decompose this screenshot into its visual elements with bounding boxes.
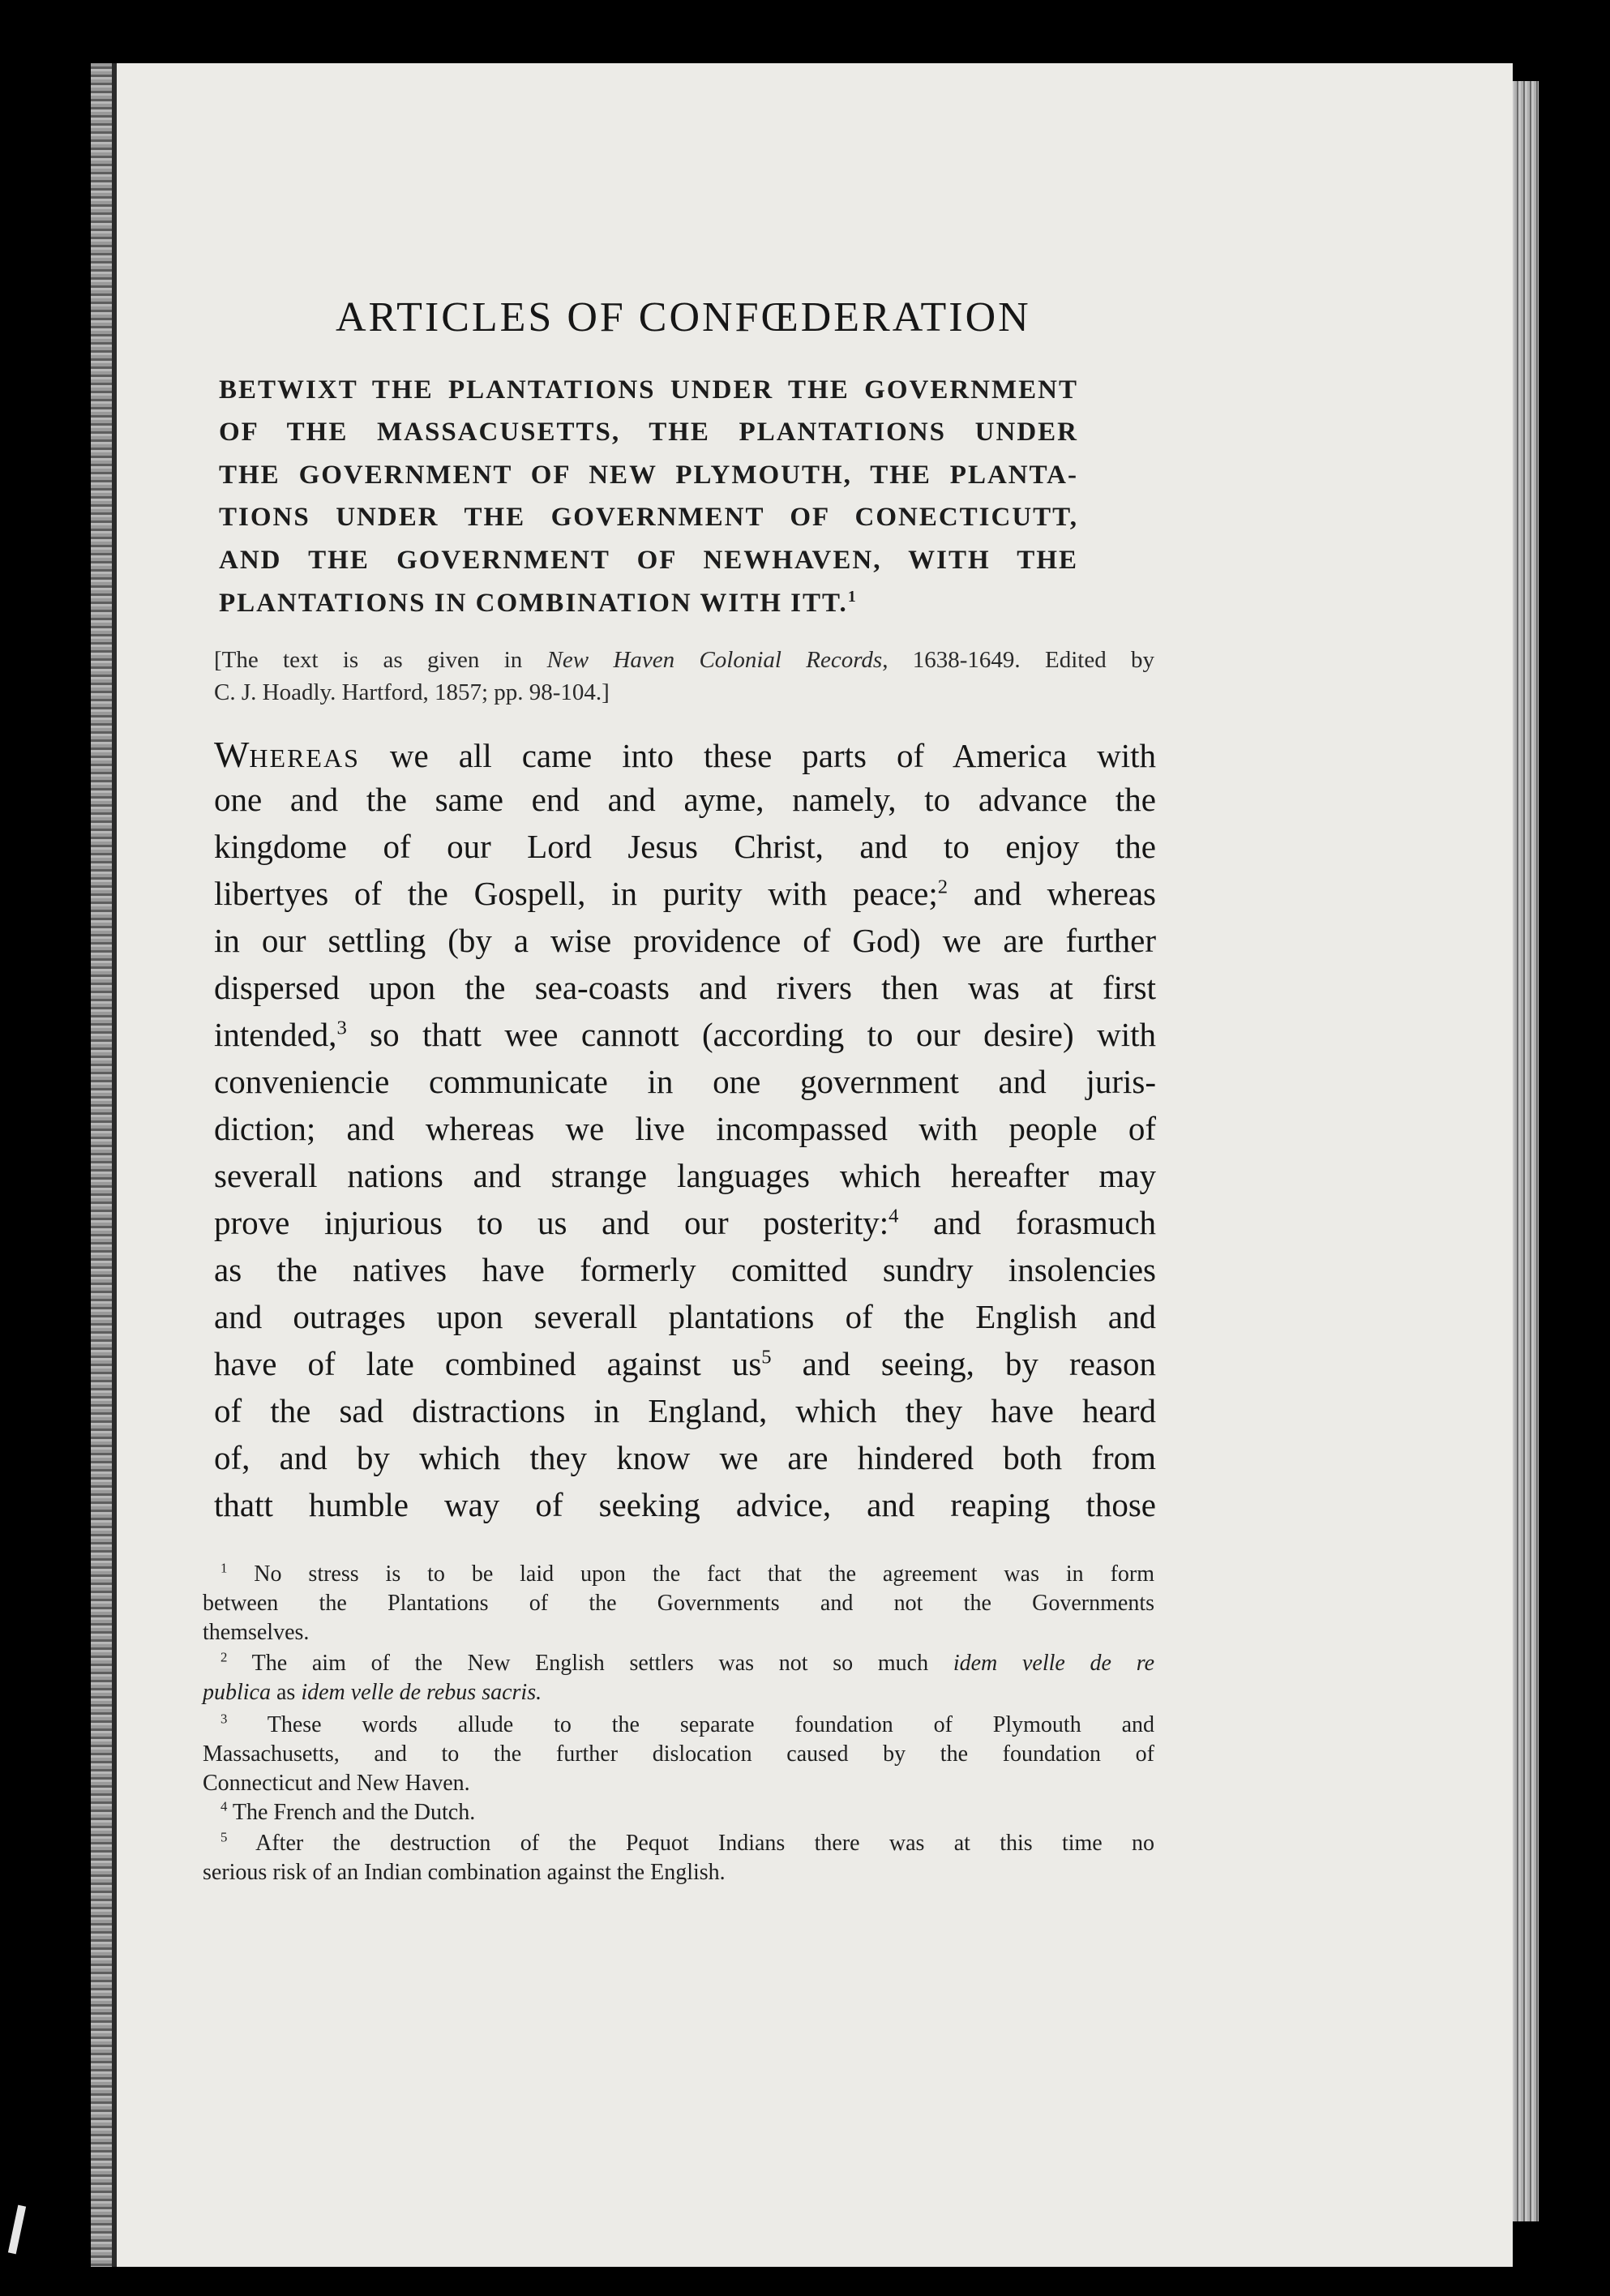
body-line-16: of, and by which they know we are hindered both from [214,1439,1156,1476]
subtitle-line-5: AND THE GOVERNMENT OF NEWHAVEN, WITH THE [219,546,1078,575]
subtitle-line-1: BETWIXT THE PLANTATIONS UNDER THE GOVERNMENT [219,375,1078,405]
footnote-ref-2: 2 [937,876,948,898]
footnote-5-line-2: serious risk of an Indian combination against the English. [203,1860,726,1885]
footnote-4-line-1: $^4$ The French and the Dutch. [221,1798,476,1825]
scan-mark [8,2205,26,2255]
footnote-ref-3: 3 [336,1017,347,1039]
footnote-2-line-2: publica as idem velle de rebus sacris. [203,1680,542,1705]
body-line-13: and outrages upon severall plantations of the English and [214,1298,1156,1335]
footnote-1-line-1: $^1$ No stress is to be laid upon the fact that the agreement was in form [221,1560,1154,1587]
body-line-2: one and the same end and ayme, namely, to advance the [214,781,1156,818]
body-line-5: in our settling (by a wise providence of God) we are further [214,922,1156,959]
page-title: ARTICLES OF CONFŒDERATION [336,294,1031,341]
footnote-3-line-2: Massachusetts, and to the further dislocation caused by the foundation of [203,1741,1154,1767]
body-line-9: diction; and whereas we live incompassed with people of [214,1110,1156,1147]
footnote-ref-1: 1 [847,588,858,606]
source-note-line-2: C. J. Hoadly. Hartford, 1857; pp. 98-104.] [214,679,610,705]
subtitle-line-4: TIONS UNDER THE GOVERNMENT OF CONECTICUTT, [219,503,1078,532]
body-line-7: intended,$^3$ so thatt wee cannott (according to our desire) with [214,1016,1156,1053]
subtitle-line-6: PLANTATIONS IN COMBINATION WITH ITT.$^1$ [219,588,858,618]
body-line-10: severall nations and strange languages which hereafter may [214,1157,1156,1194]
footnote-1-line-2: between the Plantations of the Governments and not the Governments [203,1591,1154,1616]
subtitle-line-3: THE GOVERNMENT OF NEW PLYMOUTH, THE PLANTA- [219,460,1078,490]
body-line-1: WHEREAS we all came into these parts of America with [214,734,1156,775]
source-note-line-1: [The text is as given in New Haven Colonial Records, 1638-1649. Edited by [214,647,1155,673]
footnote-3-line-1: $^3$ These words allude to the separate foundation of Plymouth and [221,1711,1154,1737]
book-page [112,63,1513,2267]
footnote-1-line-3: themselves. [203,1620,310,1645]
footnote-3-line-3: Connecticut and New Haven. [203,1771,470,1796]
body-line-17: thatt humble way of seeking advice, and reaping those [214,1486,1156,1523]
left-page-edge [91,63,112,2267]
body-line-14: have of late combined against $us^5$ and seeing, by reason [214,1345,1156,1382]
body-line-12: as the natives have formerly comitted sundry insolencies [214,1251,1156,1288]
body-line-6: dispersed upon the sea-coasts and rivers then was at first [214,969,1156,1006]
body-line-15: of the sad distractions in England, which they have heard [214,1392,1156,1429]
body-line-11: prove injurious to us and our posterity:$^4$ and forasmuch [214,1204,1156,1241]
subtitle-line-2: OF THE MASSACUSETTS, THE PLANTATIONS UNDER [219,418,1078,447]
footnote-5-line-1: $^5$ After the destruction of the Pequot Indians there was at this time no [221,1829,1154,1856]
footnote-ref-5: 5 [761,1346,772,1369]
footnote-ref-4: 4 [888,1205,899,1227]
body-line-8: conveniencie communicate in one government and juris- [214,1063,1156,1100]
body-line-4: libertyes of the Gospell, in purity with peace;$^2$ and whereas [214,875,1156,912]
body-line-3: kingdome of our Lord Jesus Christ, and to enjoy the [214,828,1156,865]
footnote-2-line-1: $^2$ The aim of the New English settlers was not so much idem velle de re [221,1649,1154,1676]
